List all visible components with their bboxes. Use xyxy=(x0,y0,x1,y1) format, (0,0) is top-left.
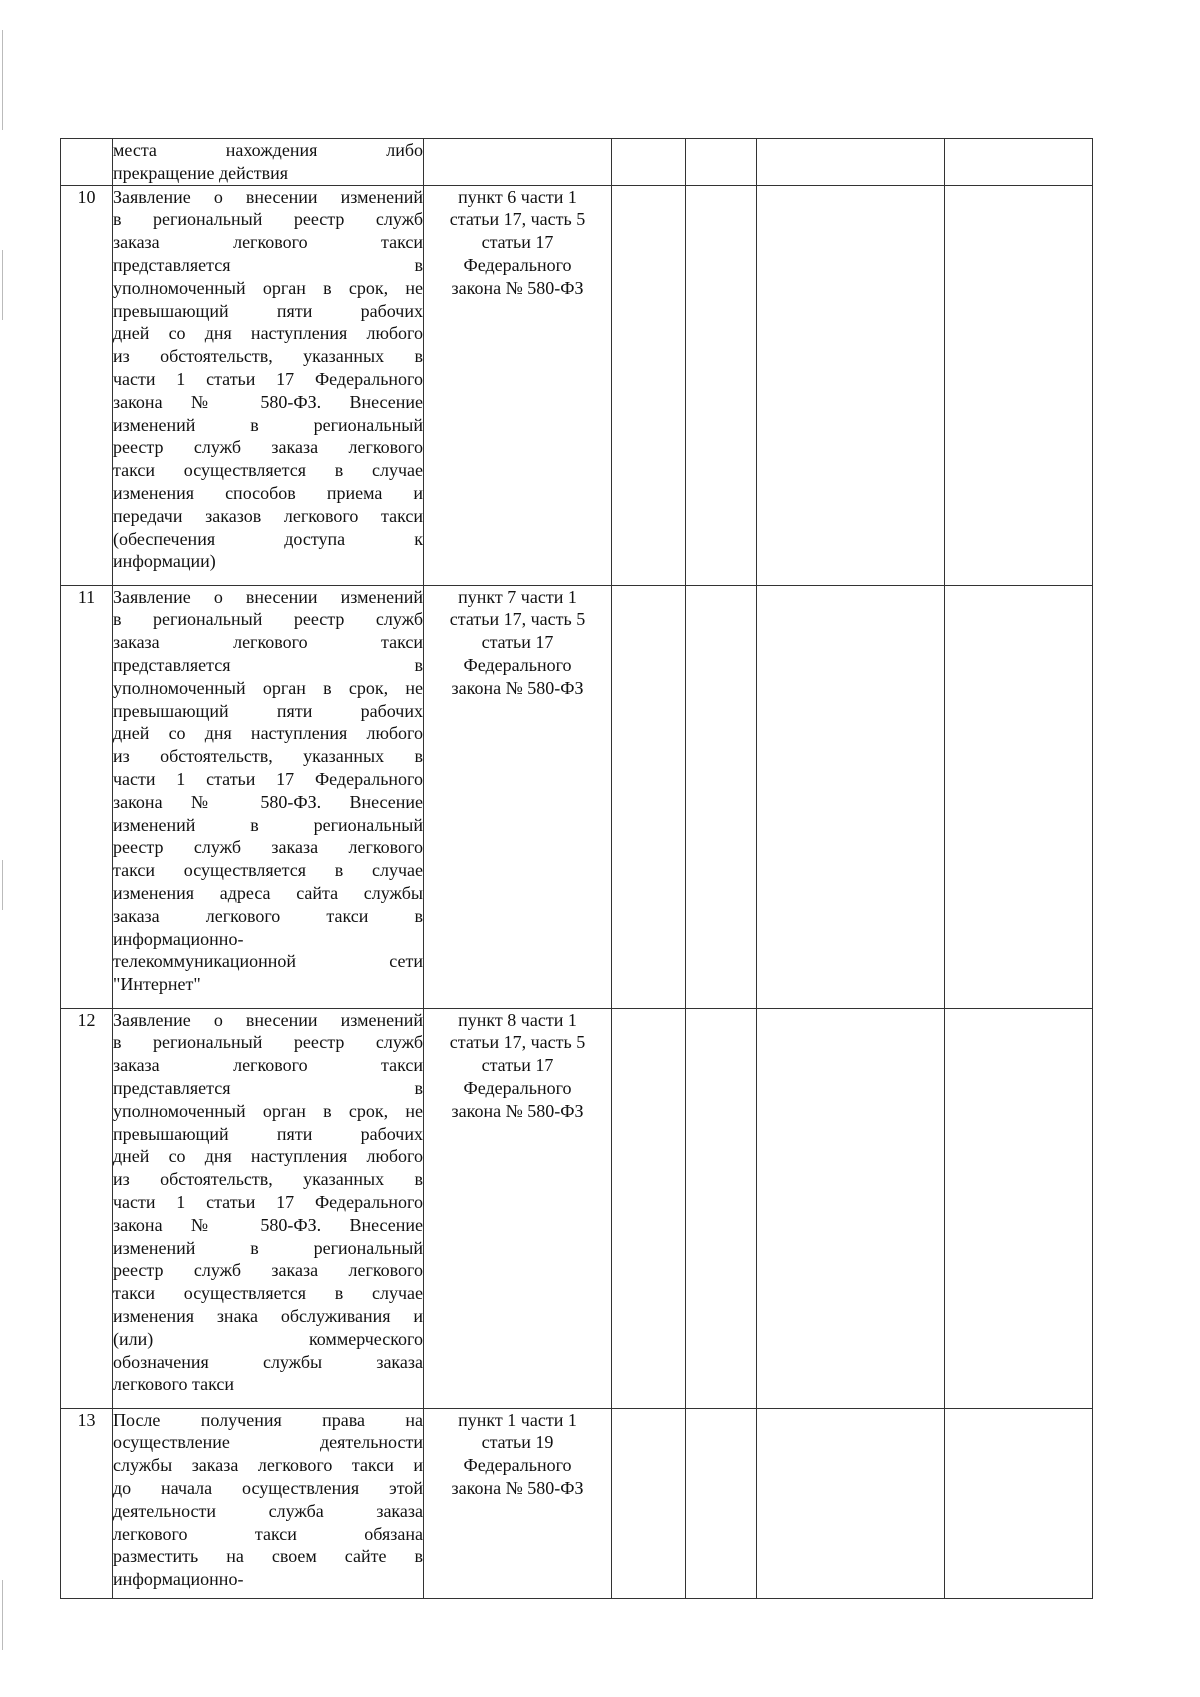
legal-reference xyxy=(424,1408,612,1598)
empty-cell xyxy=(757,1008,945,1408)
description-line: реестр служб заказа легкового xyxy=(113,1260,423,1281)
requirement-description xyxy=(113,1408,424,1598)
description-line: из обстоятельств, указанных в xyxy=(113,1169,423,1190)
empty-cell xyxy=(945,185,1093,585)
row-number: 10 xyxy=(61,185,113,585)
table-row xyxy=(61,585,1093,1008)
description-line: службы заказа легкового такси и xyxy=(113,1455,423,1476)
table-row xyxy=(61,1008,1093,1408)
empty-cell xyxy=(612,139,686,186)
table-row xyxy=(61,1408,1093,1598)
reference-line: статьи 17, часть 5 xyxy=(449,209,586,230)
description-line: легкового такси обязана xyxy=(113,1523,423,1544)
row-number xyxy=(61,139,113,186)
description-line: легкового такси xyxy=(113,1374,234,1395)
description-line: такси осуществляется в случае xyxy=(113,1283,423,1304)
description-line: телекоммуникационной сети xyxy=(113,951,423,972)
description-line: осуществление деятельности xyxy=(113,1432,423,1453)
reference-line: закона № 580-ФЗ xyxy=(451,1477,584,1498)
empty-cell xyxy=(612,1008,686,1408)
requirement-description xyxy=(113,585,424,1008)
reference-line: Федерального xyxy=(463,254,572,275)
description-line: изменения знака обслуживания и xyxy=(113,1305,423,1326)
reference-line: закона № 580-ФЗ xyxy=(451,677,584,698)
description-line: Заявление о внесении изменений xyxy=(113,586,423,607)
empty-cell xyxy=(757,185,945,585)
description-line: превышающий пяти рабочих xyxy=(113,1123,423,1144)
requirement-description xyxy=(113,139,424,186)
description-line: закона № 580-ФЗ. Внесение xyxy=(113,391,423,412)
description-line: дней со дня наступления любого xyxy=(113,723,423,744)
description-line: реестр служб заказа легкового xyxy=(113,837,423,858)
description-line: части 1 статьи 17 Федерального xyxy=(113,768,423,789)
description-line: Заявление о внесении изменений xyxy=(113,1009,423,1030)
reference-line: закона № 580-ФЗ xyxy=(451,1100,584,1121)
empty-cell xyxy=(945,139,1093,186)
empty-cell xyxy=(757,139,945,186)
reference-line: пункт 8 части 1 xyxy=(458,1009,577,1030)
regulation-table xyxy=(60,138,1093,1599)
description-line: Заявление о внесении изменений xyxy=(113,186,423,207)
description-line: представляется в xyxy=(113,654,423,675)
description-line: превышающий пяти рабочих xyxy=(113,300,423,321)
description-line: дней со дня наступления любого xyxy=(113,323,423,344)
empty-cell xyxy=(686,185,757,585)
table-body xyxy=(61,139,1093,1599)
description-line: изменения адреса сайта службы xyxy=(113,882,423,903)
reference-line: статьи 17 xyxy=(481,632,554,653)
empty-cell xyxy=(945,1408,1093,1598)
description-line: заказа легкового такси xyxy=(113,232,423,253)
empty-cell xyxy=(612,185,686,585)
description-line: из обстоятельств, указанных в xyxy=(113,346,423,367)
description-line: заказа легкового такси xyxy=(113,632,423,653)
description-line: реестр служб заказа легкового xyxy=(113,437,423,458)
description-line: информационно- xyxy=(113,928,244,949)
description-line: деятельности служба заказа xyxy=(113,1500,423,1521)
description-line: места нахождения либо xyxy=(113,140,423,160)
empty-cell xyxy=(757,1408,945,1598)
description-line: разместить на своем сайте в xyxy=(113,1546,423,1567)
description-line: прекращение действия xyxy=(113,162,289,183)
description-line: передачи заказов легкового такси xyxy=(113,505,423,526)
requirement-description xyxy=(113,1008,424,1408)
row-number: 11 xyxy=(61,585,113,1008)
legal-reference xyxy=(424,1008,612,1408)
description-line: После получения права на xyxy=(113,1409,423,1430)
scan-edge-mark xyxy=(2,250,3,320)
description-line: закона № 580-ФЗ. Внесение xyxy=(113,791,423,812)
description-line: "Интернет" xyxy=(113,974,201,995)
description-line: изменений в региональный xyxy=(113,414,423,435)
description-line: изменений в региональный xyxy=(113,1237,423,1258)
reference-line: Федерального xyxy=(463,1455,572,1476)
description-line: закона № 580-ФЗ. Внесение xyxy=(113,1214,423,1235)
description-line: уполномоченный орган в срок, не xyxy=(113,1100,423,1121)
empty-cell xyxy=(757,585,945,1008)
empty-cell xyxy=(612,1408,686,1598)
empty-cell xyxy=(686,585,757,1008)
reference-line: статьи 17, часть 5 xyxy=(449,609,586,630)
table-row xyxy=(61,185,1093,585)
description-line: дней со дня наступления любого xyxy=(113,1146,423,1167)
description-line: представляется в xyxy=(113,1077,423,1098)
legal-reference xyxy=(424,139,612,186)
reference-line: Федерального xyxy=(463,654,572,675)
description-line: части 1 статьи 17 Федерального xyxy=(113,1191,423,1212)
description-line: заказа легкового такси xyxy=(113,1055,423,1076)
description-line: изменений в региональный xyxy=(113,814,423,835)
reference-line: закона № 580-ФЗ xyxy=(451,277,584,298)
description-line: до начала осуществления этой xyxy=(113,1477,423,1498)
description-line: такси осуществляется в случае xyxy=(113,460,423,481)
requirement-description xyxy=(113,185,424,585)
row-number: 12 xyxy=(61,1008,113,1408)
empty-cell xyxy=(686,139,757,186)
description-line: такси осуществляется в случае xyxy=(113,860,423,881)
description-line: из обстоятельств, указанных в xyxy=(113,746,423,767)
reference-line: пункт 1 части 1 xyxy=(458,1409,577,1430)
reference-line: статьи 17 xyxy=(481,1055,554,1076)
description-line: превышающий пяти рабочих xyxy=(113,700,423,721)
description-line: информационно- xyxy=(113,1569,244,1590)
row-number: 13 xyxy=(61,1408,113,1598)
scan-edge-mark xyxy=(2,860,3,910)
description-line: в региональный реестр служб xyxy=(113,1032,423,1053)
description-line: в региональный реестр служб xyxy=(113,609,423,630)
legal-reference xyxy=(424,185,612,585)
reference-line: Федерального xyxy=(463,1077,572,1098)
description-line: заказа легкового такси в xyxy=(113,905,423,926)
table-row xyxy=(61,139,1093,186)
description-line: в региональный реестр служб xyxy=(113,209,423,230)
scan-edge-mark xyxy=(2,1580,3,1650)
description-line: изменения способов приема и xyxy=(113,482,423,503)
description-line: уполномоченный орган в срок, не xyxy=(113,277,423,298)
description-line: обозначения службы заказа xyxy=(113,1351,423,1372)
reference-line: пункт 6 части 1 xyxy=(458,186,577,207)
empty-cell xyxy=(612,585,686,1008)
description-line: уполномоченный орган в срок, не xyxy=(113,677,423,698)
description-line: (обеспечения доступа к xyxy=(113,528,423,549)
empty-cell xyxy=(686,1008,757,1408)
empty-cell xyxy=(945,585,1093,1008)
reference-line: статьи 19 xyxy=(481,1432,554,1453)
description-line: представляется в xyxy=(113,254,423,275)
description-line: части 1 статьи 17 Федерального xyxy=(113,368,423,389)
empty-cell xyxy=(686,1408,757,1598)
reference-line: статьи 17, часть 5 xyxy=(449,1032,586,1053)
reference-line: статьи 17 xyxy=(481,232,554,253)
reference-line: пункт 7 части 1 xyxy=(458,586,577,607)
legal-reference xyxy=(424,585,612,1008)
scan-edge-mark xyxy=(2,30,3,130)
empty-cell xyxy=(945,1008,1093,1408)
description-line: информации) xyxy=(113,551,216,572)
description-line: (или) коммерческого xyxy=(113,1328,423,1349)
